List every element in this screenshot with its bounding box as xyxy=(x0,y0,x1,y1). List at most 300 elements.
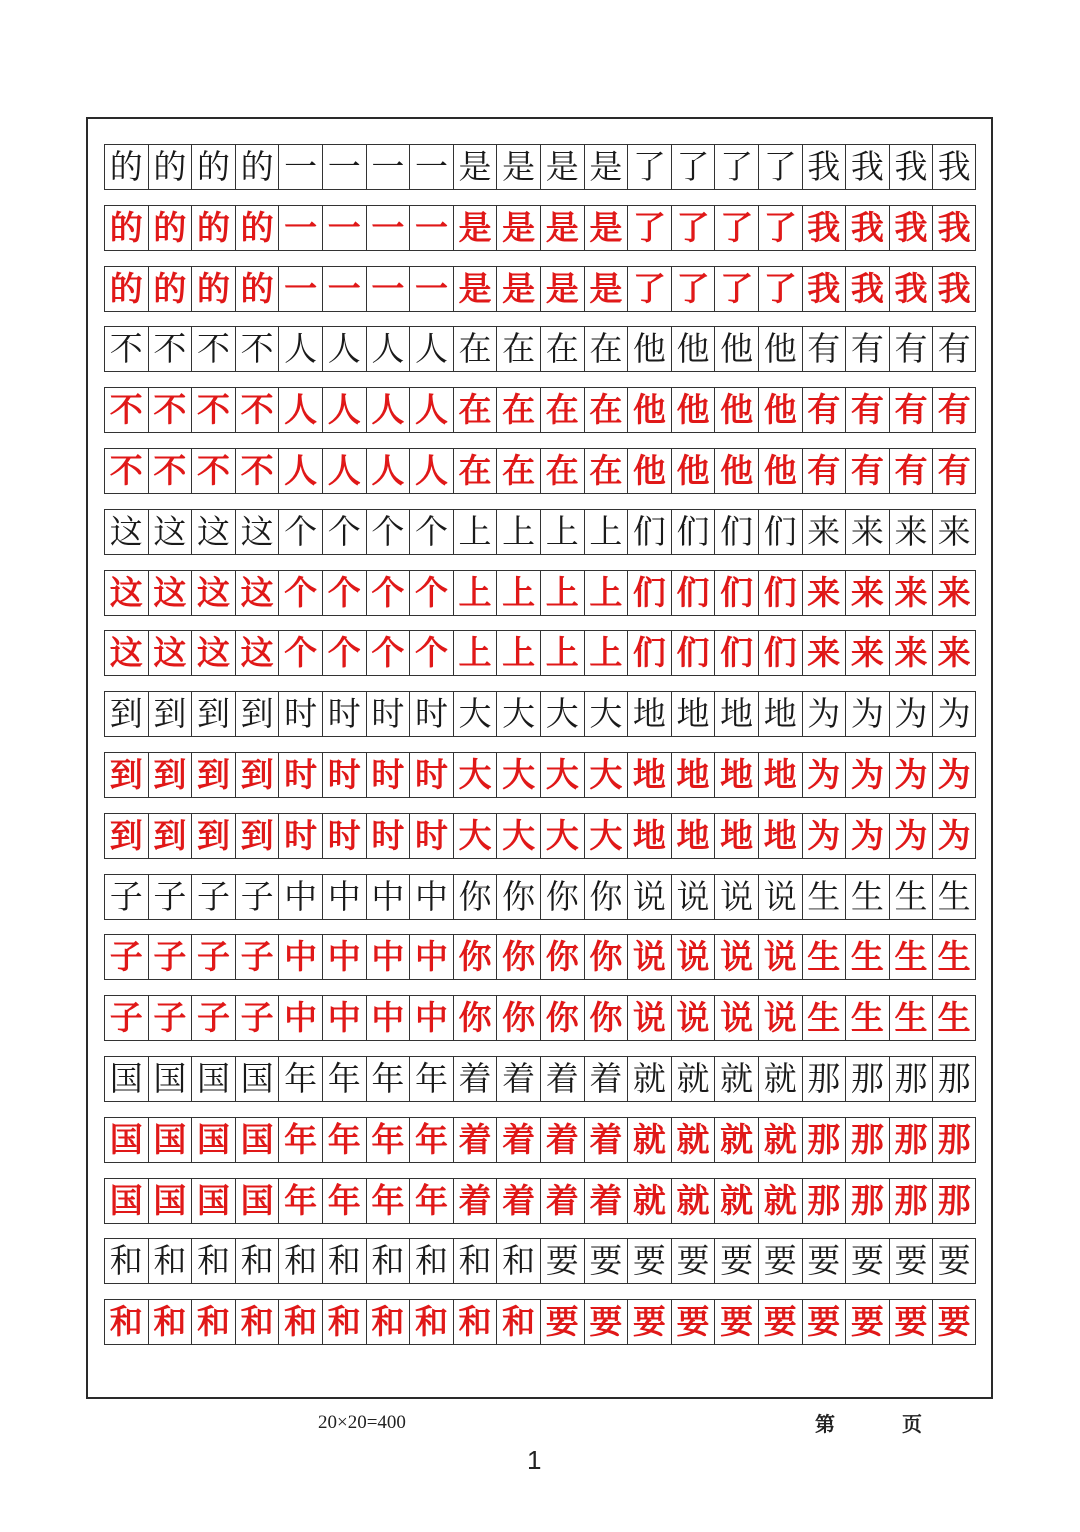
grid-cell: 我 xyxy=(845,145,889,189)
grid-cell: 我 xyxy=(889,206,933,250)
grid-cell: 生 xyxy=(845,935,889,979)
grid-cell: 和 xyxy=(409,1300,453,1344)
grid-cell: 那 xyxy=(889,1057,933,1101)
grid-cell: 为 xyxy=(932,692,976,736)
grid-cell: 着 xyxy=(584,1118,628,1162)
grid-cell: 他 xyxy=(671,449,715,493)
grid-cell: 国 xyxy=(191,1179,235,1223)
grid-cell: 在 xyxy=(540,327,584,371)
grid-cell: 们 xyxy=(671,510,715,554)
grid-cell: 要 xyxy=(627,1239,671,1283)
grid-cell: 时 xyxy=(366,814,410,858)
grid-cell: 有 xyxy=(845,327,889,371)
grid-cell: 是 xyxy=(584,267,628,311)
grid-cell: 在 xyxy=(453,449,497,493)
grid-cell: 们 xyxy=(758,631,802,675)
grid-cell: 来 xyxy=(889,631,933,675)
grid-cell: 中 xyxy=(278,996,322,1040)
grid-cell: 他 xyxy=(671,327,715,371)
grid-cell: 在 xyxy=(453,388,497,432)
grid-cell: 地 xyxy=(627,753,671,797)
grid-cell: 一 xyxy=(366,267,410,311)
grid-size-formula: 20×20=400 xyxy=(318,1412,406,1433)
grid-cell: 个 xyxy=(278,571,322,615)
grid-cell: 地 xyxy=(714,814,758,858)
grid-cell: 上 xyxy=(453,510,497,554)
grid-cell: 那 xyxy=(802,1057,846,1101)
grid-row xyxy=(104,874,976,920)
grid-cell: 有 xyxy=(932,327,976,371)
grid-cell: 和 xyxy=(322,1239,366,1283)
grid-cell: 不 xyxy=(191,449,235,493)
grid-cell: 我 xyxy=(932,206,976,250)
grid-cell: 那 xyxy=(845,1118,889,1162)
grid-cell: 要 xyxy=(584,1300,628,1344)
grid-row xyxy=(104,144,976,190)
grid-cell: 来 xyxy=(889,510,933,554)
grid-cell: 国 xyxy=(235,1179,279,1223)
grid-cell: 我 xyxy=(845,206,889,250)
grid-cell: 大 xyxy=(453,814,497,858)
grid-cell: 在 xyxy=(496,449,540,493)
grid-cell: 我 xyxy=(932,267,976,311)
grid-cell: 是 xyxy=(540,206,584,250)
grid-row xyxy=(104,570,976,616)
grid-cell: 来 xyxy=(802,510,846,554)
grid-row xyxy=(104,1238,976,1284)
grid-cell: 和 xyxy=(278,1300,322,1344)
grid-cell: 一 xyxy=(409,145,453,189)
grid-cell: 就 xyxy=(714,1118,758,1162)
grid-cell: 一 xyxy=(322,145,366,189)
grid-cell: 子 xyxy=(148,935,192,979)
grid-cell: 时 xyxy=(322,814,366,858)
grid-cell: 是 xyxy=(496,145,540,189)
grid-cell: 要 xyxy=(889,1239,933,1283)
grid-cell: 说 xyxy=(627,875,671,919)
grid-cell: 这 xyxy=(235,631,279,675)
grid-cell: 说 xyxy=(758,875,802,919)
grid-cell: 和 xyxy=(235,1239,279,1283)
grid-cell: 这 xyxy=(191,631,235,675)
page-label-ye: 页 xyxy=(902,1412,922,1436)
grid-cell: 你 xyxy=(540,935,584,979)
grid-cell: 的 xyxy=(104,145,148,189)
grid-row xyxy=(104,1056,976,1102)
grid-cell: 为 xyxy=(889,814,933,858)
grid-cell: 他 xyxy=(714,449,758,493)
grid-cell: 不 xyxy=(191,327,235,371)
grid-cell: 的 xyxy=(148,145,192,189)
grid-cell: 一 xyxy=(278,145,322,189)
grid-cell: 时 xyxy=(366,692,410,736)
grid-cell: 上 xyxy=(496,510,540,554)
grid-row xyxy=(104,1178,976,1224)
grid-cell: 我 xyxy=(845,267,889,311)
grid-cell: 了 xyxy=(627,206,671,250)
page-number: 1 xyxy=(527,1445,542,1475)
grid-row xyxy=(104,509,976,555)
grid-cell: 生 xyxy=(802,996,846,1040)
grid-cell: 时 xyxy=(409,753,453,797)
grid-cell: 生 xyxy=(889,875,933,919)
grid-row xyxy=(104,630,976,676)
grid-cell: 有 xyxy=(802,388,846,432)
grid-cell: 上 xyxy=(584,510,628,554)
grid-cell: 你 xyxy=(453,996,497,1040)
grid-cell: 的 xyxy=(191,145,235,189)
grid-cell: 着 xyxy=(453,1118,497,1162)
grid-cell: 大 xyxy=(584,814,628,858)
grid-cell: 在 xyxy=(496,327,540,371)
grid-cell: 这 xyxy=(104,631,148,675)
grid-cell: 了 xyxy=(714,206,758,250)
grid-cell: 地 xyxy=(671,753,715,797)
grid-cell: 为 xyxy=(802,692,846,736)
grid-cell: 和 xyxy=(453,1239,497,1283)
grid-cell: 说 xyxy=(671,996,715,1040)
grid-cell: 那 xyxy=(932,1179,976,1223)
grid-cell: 你 xyxy=(584,996,628,1040)
grid-cell: 是 xyxy=(453,145,497,189)
grid-cell: 了 xyxy=(758,206,802,250)
grid-cell: 他 xyxy=(627,327,671,371)
grid-cell: 人 xyxy=(322,449,366,493)
grid-cell: 要 xyxy=(758,1300,802,1344)
grid-cell: 和 xyxy=(366,1239,410,1283)
grid-cell: 中 xyxy=(409,996,453,1040)
grid-cell: 中 xyxy=(278,935,322,979)
grid-cell: 有 xyxy=(932,388,976,432)
grid-cell: 有 xyxy=(889,388,933,432)
grid-cell: 子 xyxy=(191,875,235,919)
grid-cell: 中 xyxy=(409,875,453,919)
grid-cell: 们 xyxy=(714,631,758,675)
grid-cell: 地 xyxy=(714,692,758,736)
grid-cell: 一 xyxy=(409,206,453,250)
grid-cell: 有 xyxy=(845,449,889,493)
grid-cell: 上 xyxy=(496,631,540,675)
grid-cell: 为 xyxy=(932,814,976,858)
grid-cell: 你 xyxy=(453,935,497,979)
grid-cell: 人 xyxy=(409,327,453,371)
grid-cell: 这 xyxy=(191,571,235,615)
grid-cell: 为 xyxy=(889,753,933,797)
grid-cell: 要 xyxy=(714,1300,758,1344)
grid-cell: 就 xyxy=(671,1057,715,1101)
grid-cell: 和 xyxy=(235,1300,279,1344)
grid-cell: 来 xyxy=(802,571,846,615)
grid-cell: 子 xyxy=(148,875,192,919)
grid-cell: 中 xyxy=(366,935,410,979)
grid-cell: 不 xyxy=(148,449,192,493)
grid-cell: 到 xyxy=(104,692,148,736)
grid-cell: 的 xyxy=(148,206,192,250)
grid-cell: 生 xyxy=(932,935,976,979)
grid-cell: 我 xyxy=(889,145,933,189)
grid-cell: 到 xyxy=(235,753,279,797)
grid-row xyxy=(104,934,976,980)
grid-cell: 们 xyxy=(671,571,715,615)
grid-row xyxy=(104,266,976,312)
grid-cell: 要 xyxy=(802,1239,846,1283)
grid-cell: 时 xyxy=(409,814,453,858)
grid-cell: 你 xyxy=(453,875,497,919)
grid-cell: 生 xyxy=(932,875,976,919)
grid-cell: 人 xyxy=(366,327,410,371)
grid-cell: 说 xyxy=(671,935,715,979)
grid-cell: 到 xyxy=(148,814,192,858)
grid-cell: 他 xyxy=(627,388,671,432)
grid-cell: 国 xyxy=(235,1118,279,1162)
grid-cell: 子 xyxy=(235,996,279,1040)
grid-cell: 来 xyxy=(845,510,889,554)
grid-cell: 那 xyxy=(932,1118,976,1162)
grid-cell: 那 xyxy=(932,1057,976,1101)
grid-cell: 他 xyxy=(758,449,802,493)
grid-cell: 你 xyxy=(496,935,540,979)
grid-cell: 那 xyxy=(889,1118,933,1162)
grid-cell: 上 xyxy=(584,571,628,615)
grid-cell: 了 xyxy=(671,267,715,311)
grid-cell: 就 xyxy=(714,1179,758,1223)
grid-cell: 上 xyxy=(540,571,584,615)
grid-cell: 是 xyxy=(496,206,540,250)
grid-cell: 有 xyxy=(932,449,976,493)
grid-cell: 着 xyxy=(540,1118,584,1162)
grid-cell: 要 xyxy=(889,1300,933,1344)
grid-cell: 个 xyxy=(278,631,322,675)
grid-cell: 人 xyxy=(409,449,453,493)
grid-cell: 大 xyxy=(496,814,540,858)
grid-cell: 大 xyxy=(540,753,584,797)
grid-row xyxy=(104,813,976,859)
grid-cell: 中 xyxy=(366,875,410,919)
grid-cell: 有 xyxy=(845,388,889,432)
grid-cell: 们 xyxy=(758,571,802,615)
grid-cell: 着 xyxy=(496,1179,540,1223)
grid-cell: 的 xyxy=(235,206,279,250)
grid-cell: 不 xyxy=(104,327,148,371)
grid-cell: 要 xyxy=(932,1239,976,1283)
grid-cell: 那 xyxy=(845,1057,889,1101)
grid-cell: 要 xyxy=(671,1300,715,1344)
grid-cell: 他 xyxy=(671,388,715,432)
grid-row xyxy=(104,387,976,433)
grid-cell: 了 xyxy=(758,267,802,311)
grid-cell: 不 xyxy=(191,388,235,432)
grid-cell: 这 xyxy=(148,510,192,554)
grid-cell: 时 xyxy=(322,753,366,797)
grid-cell: 着 xyxy=(453,1057,497,1101)
grid-cell: 大 xyxy=(496,692,540,736)
grid-cell: 和 xyxy=(148,1239,192,1283)
grid-cell: 时 xyxy=(278,692,322,736)
grid-cell: 上 xyxy=(496,571,540,615)
grid-cell: 时 xyxy=(278,814,322,858)
grid-cell: 国 xyxy=(104,1057,148,1101)
grid-cell: 要 xyxy=(584,1239,628,1283)
grid-cell: 你 xyxy=(496,875,540,919)
grid-cell: 着 xyxy=(496,1118,540,1162)
grid-cell: 说 xyxy=(758,996,802,1040)
grid-cell: 年 xyxy=(278,1179,322,1223)
grid-cell: 为 xyxy=(889,692,933,736)
grid-cell: 是 xyxy=(540,145,584,189)
grid-cell: 要 xyxy=(540,1300,584,1344)
grid-cell: 不 xyxy=(104,449,148,493)
grid-cell: 来 xyxy=(845,631,889,675)
grid-cell: 他 xyxy=(758,388,802,432)
grid-cell: 生 xyxy=(932,996,976,1040)
grid-cell: 到 xyxy=(191,814,235,858)
grid-cell: 个 xyxy=(278,510,322,554)
grid-cell: 了 xyxy=(714,267,758,311)
grid-cell: 有 xyxy=(889,449,933,493)
grid-cell: 年 xyxy=(322,1179,366,1223)
grid-cell: 要 xyxy=(932,1300,976,1344)
grid-cell: 和 xyxy=(191,1300,235,1344)
grid-cell: 国 xyxy=(191,1057,235,1101)
grid-cell: 我 xyxy=(802,267,846,311)
grid-cell: 一 xyxy=(278,267,322,311)
grid-cell: 地 xyxy=(758,753,802,797)
grid-cell: 是 xyxy=(540,267,584,311)
grid-cell: 国 xyxy=(148,1118,192,1162)
grid-cell: 人 xyxy=(278,388,322,432)
grid-cell: 来 xyxy=(932,571,976,615)
grid-cell: 大 xyxy=(584,753,628,797)
grid-cell: 这 xyxy=(104,510,148,554)
page-label-di: 第 xyxy=(815,1412,835,1436)
grid-cell: 在 xyxy=(584,327,628,371)
grid-cell: 年 xyxy=(322,1118,366,1162)
grid-cell: 生 xyxy=(845,875,889,919)
grid-cell: 国 xyxy=(104,1179,148,1223)
grid-cell: 着 xyxy=(496,1057,540,1101)
grid-cell: 时 xyxy=(322,692,366,736)
grid-cell: 国 xyxy=(104,1118,148,1162)
grid-cell: 我 xyxy=(802,206,846,250)
grid-cell: 有 xyxy=(802,449,846,493)
grid-cell: 了 xyxy=(671,206,715,250)
grid-cell: 我 xyxy=(889,267,933,311)
grid-cell: 一 xyxy=(366,206,410,250)
grid-cell: 个 xyxy=(366,631,410,675)
grid-cell: 的 xyxy=(235,145,279,189)
grid-cell: 人 xyxy=(366,388,410,432)
grid-cell: 那 xyxy=(845,1179,889,1223)
grid-cell: 来 xyxy=(889,571,933,615)
grid-cell: 个 xyxy=(409,571,453,615)
grid-cell: 地 xyxy=(671,814,715,858)
grid-cell: 大 xyxy=(453,753,497,797)
grid-cell: 这 xyxy=(235,510,279,554)
grid-cell: 着 xyxy=(584,1179,628,1223)
grid-cell: 要 xyxy=(758,1239,802,1283)
grid-cell: 上 xyxy=(453,571,497,615)
grid-cell: 中 xyxy=(409,935,453,979)
grid-cell: 年 xyxy=(366,1057,410,1101)
grid-cell: 着 xyxy=(584,1057,628,1101)
grid-cell: 和 xyxy=(322,1300,366,1344)
grid-cell: 人 xyxy=(278,327,322,371)
grid-cell: 子 xyxy=(235,875,279,919)
grid-cell: 们 xyxy=(627,631,671,675)
grid-cell: 说 xyxy=(627,935,671,979)
grid-cell: 中 xyxy=(322,875,366,919)
grid-cell: 的 xyxy=(148,267,192,311)
grid-cell: 要 xyxy=(802,1300,846,1344)
grid-cell: 个 xyxy=(366,510,410,554)
grid-cell: 在 xyxy=(540,449,584,493)
grid-cell: 子 xyxy=(104,875,148,919)
grid-cell: 在 xyxy=(540,388,584,432)
grid-cell: 不 xyxy=(235,327,279,371)
grid-cell: 地 xyxy=(671,692,715,736)
grid-cell: 们 xyxy=(714,510,758,554)
grid-cell: 个 xyxy=(322,510,366,554)
grid-cell: 国 xyxy=(148,1057,192,1101)
grid-cell: 大 xyxy=(496,753,540,797)
grid-cell: 这 xyxy=(191,510,235,554)
grid-cell: 一 xyxy=(278,206,322,250)
grid-row xyxy=(104,205,976,251)
grid-row xyxy=(104,1117,976,1163)
grid-cell: 大 xyxy=(584,692,628,736)
grid-cell: 为 xyxy=(802,814,846,858)
grid-cell: 人 xyxy=(278,449,322,493)
grid-cell: 到 xyxy=(191,692,235,736)
grid-cell: 他 xyxy=(758,327,802,371)
grid-cell: 上 xyxy=(453,631,497,675)
grid-cell: 不 xyxy=(148,327,192,371)
grid-cell: 和 xyxy=(496,1300,540,1344)
grid-cell: 就 xyxy=(671,1118,715,1162)
grid-cell: 有 xyxy=(889,327,933,371)
grid-cell: 子 xyxy=(191,935,235,979)
grid-cell: 和 xyxy=(104,1239,148,1283)
grid-cell: 大 xyxy=(540,814,584,858)
grid-cell: 和 xyxy=(278,1239,322,1283)
grid-cell: 个 xyxy=(409,631,453,675)
grid-cell: 那 xyxy=(802,1118,846,1162)
grid-cell: 就 xyxy=(758,1057,802,1101)
grid-cell: 年 xyxy=(278,1118,322,1162)
grid-cell: 和 xyxy=(453,1300,497,1344)
grid-cell: 一 xyxy=(409,267,453,311)
grid-cell: 在 xyxy=(496,388,540,432)
grid-cell: 这 xyxy=(104,571,148,615)
grid-cell: 说 xyxy=(758,935,802,979)
grid-cell: 年 xyxy=(409,1118,453,1162)
grid-cell: 年 xyxy=(366,1118,410,1162)
grid-cell: 我 xyxy=(802,145,846,189)
grid-cell: 们 xyxy=(758,510,802,554)
grid-cell: 来 xyxy=(932,631,976,675)
grid-cell: 地 xyxy=(627,814,671,858)
grid-cell: 和 xyxy=(104,1300,148,1344)
grid-cell: 要 xyxy=(845,1239,889,1283)
grid-cell: 人 xyxy=(366,449,410,493)
grid-cell: 人 xyxy=(322,327,366,371)
grid-cell: 就 xyxy=(627,1057,671,1101)
grid-cell: 中 xyxy=(366,996,410,1040)
grid-cell: 为 xyxy=(802,753,846,797)
grid-cell: 子 xyxy=(191,996,235,1040)
grid-cell: 你 xyxy=(584,875,628,919)
grid-cell: 说 xyxy=(714,875,758,919)
